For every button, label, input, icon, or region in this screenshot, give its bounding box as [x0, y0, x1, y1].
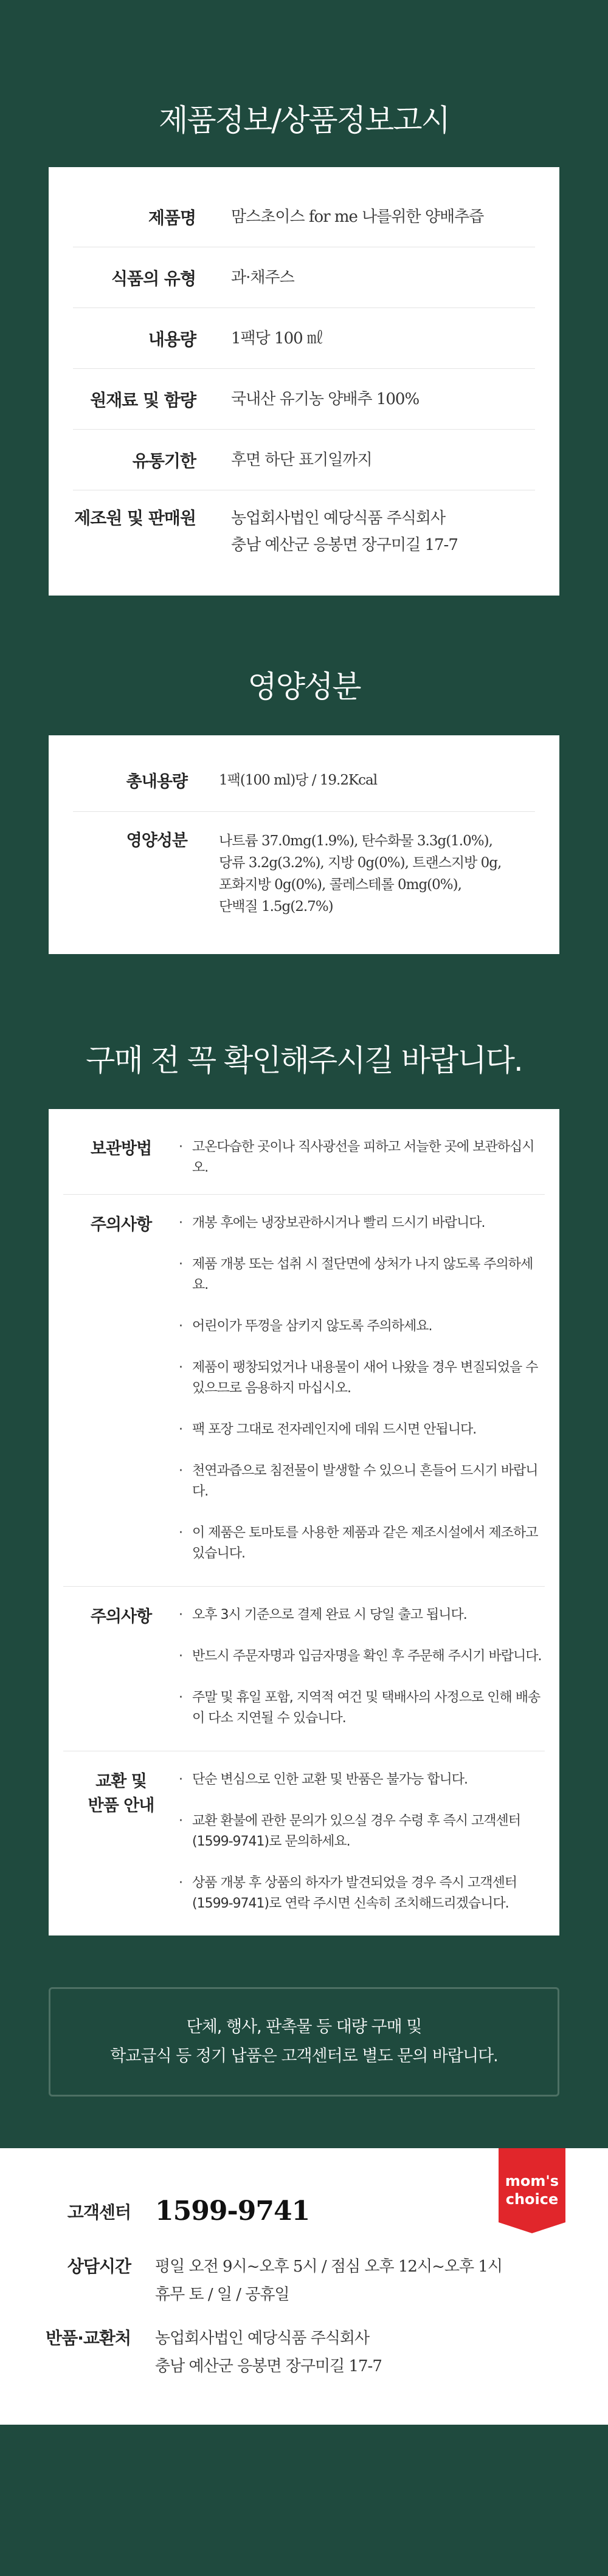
info-row-manufacturer: [73, 490, 535, 575]
bulk-line: 단체, 행사, 판촉물 등 대량 구매 및: [186, 2018, 422, 2036]
manufacturer-address: 충남 예산군 응봉면 장구미길 17-7: [231, 536, 458, 554]
notice-item: · 상품 개봉 후 상품의 하자가 발견되었을 경우 즉시 고객센터(1599-9741)로 연락 주시면 신속히 조치해드리겠습니다.: [179, 1873, 545, 1914]
notice-card: [49, 1109, 559, 1935]
notice-item: · 단순 변심으로 인한 교환 및 반품은 불가능 합니다.: [179, 1770, 545, 1790]
nutrition-title: 영양성분: [247, 669, 361, 704]
notice-label-storage: 보관방법: [90, 1139, 152, 1158]
notice-caution-1: [63, 1195, 545, 1587]
nutrition-line: 단백질 1.5g(2.7%): [219, 899, 333, 915]
notice-label-caution: 주의사항: [90, 1607, 152, 1626]
notice-item: · 주말 및 휴일 포함, 지역적 여건 및 택배사의 사정으로 인해 배송이 다소 지연될 수 있습니다.: [179, 1688, 545, 1729]
bulk-order-notice: [49, 1987, 559, 2097]
hours-row: [0, 2253, 608, 2309]
info-label: 제조원 및 판매원: [74, 508, 196, 528]
info-label: 원재료 및 함량: [90, 390, 196, 410]
nutrition-card: [49, 735, 559, 954]
info-row-expiry: [73, 430, 535, 490]
notice-item: · 어린이가 뚜껑을 삼키지 않도록 주의하세요.: [179, 1316, 545, 1337]
return-label: 반품·교환처: [46, 2328, 131, 2348]
nutrition-comp-row: [73, 812, 535, 918]
return-line: 충남 예산군 응봉면 장구미길 17-7: [155, 2357, 382, 2375]
notice-item: · 교환 환불에 관한 문의가 있으실 경우 수령 후 즉시 고객센터 (1599-9741)로 문의하세요.: [179, 1811, 545, 1852]
info-label: 식품의 유형: [111, 268, 196, 289]
notice-list: [179, 1605, 545, 1729]
notice-caution-2: [63, 1587, 545, 1751]
nutrition-line: 당류 3.2g(3.2%), 지방 0g(0%), 트랜스지방 0g,: [219, 855, 502, 871]
info-value: [231, 505, 535, 558]
notice-label-exchange: [63, 1770, 179, 1914]
info-row-name: [73, 187, 535, 247]
info-value: 국내산 유기농 양배추 100%: [231, 390, 420, 408]
hours-line: 휴무 토 / 일 / 공휴일: [155, 2286, 289, 2304]
nutrition-comp-label: 영양성분: [126, 831, 187, 850]
info-label: 내용량: [148, 329, 196, 349]
nutrition-line: 나트륨 37.0mg(1.9%), 탄수화물 3.3g(1.0%),: [219, 833, 492, 849]
notice-list: [179, 1213, 545, 1564]
exchange-label-line: 반품 안내: [88, 1796, 154, 1815]
notice-list: [179, 1770, 545, 1914]
notice-label-caution: 주의사항: [90, 1215, 152, 1234]
notice-list: [179, 1137, 545, 1178]
nutrition-total-row: [73, 749, 535, 812]
info-label: 제품명: [148, 207, 196, 228]
exchange-label-line: 교환 및: [95, 1772, 147, 1791]
badge-line: mom's: [505, 2172, 559, 2190]
info-value: 과·채주스: [231, 268, 294, 287]
nutrition-comp-value: [219, 830, 535, 918]
cs-label: 고객센터: [67, 2202, 131, 2222]
notice-exchange: [63, 1751, 545, 1932]
manufacturer-name: 농업회사법인 예당식품 주식회사: [231, 509, 446, 527]
info-value: 맘스초이스 for me 나를위한 양배추즙: [231, 207, 484, 226]
info-value: 후면 하단 표기일까지: [231, 450, 372, 469]
nutrition-line: 포화지방 0g(0%), 콜레스테롤 0mg(0%),: [219, 877, 461, 893]
notice-item: · 제품이 팽창되었거나 내용물이 새어 나왔을 경우 변질되었을 수 있으므로 음용하지 마십시오.: [179, 1358, 545, 1399]
cs-phone[interactable]: 1599-9741: [155, 2196, 310, 2227]
notice-item: · 고온다습한 곳이나 직사광선을 피하고 서늘한 곳에 보관하십시오.: [179, 1137, 545, 1178]
notice-item: · 이 제품은 토마토를 사용한 제품과 같은 제조시설에서 제조하고 있습니다.: [179, 1523, 545, 1564]
notice-item: · 반드시 주문자명과 입금자명을 확인 후 주문해 주시기 바랍니다.: [179, 1646, 545, 1667]
nutrition-total-label: 총내용량: [126, 772, 187, 791]
notice-item: · 천연과즙으로 침전물이 발생할 수 있으니 흔들어 드시기 바랍니다.: [179, 1461, 545, 1502]
nutrition-total-value: 1팩(100 ml)당 / 19.2Kcal: [219, 772, 378, 788]
info-value: 1팩당 100 ㎖: [231, 329, 322, 348]
badge-line: choice: [505, 2191, 559, 2208]
customer-center-footer: [0, 2148, 608, 2425]
return-line: 농업회사법인 예당식품 주식회사: [155, 2329, 370, 2348]
notice-item: · 팩 포장 그대로 전자레인지에 데워 드시면 안됩니다.: [179, 1420, 545, 1440]
info-row-ingredients: [73, 369, 535, 430]
hours-label: 상담시간: [67, 2256, 131, 2276]
notice-item: · 제품 개봉 또는 섭취 시 절단면에 상처가 나지 않도록 주의하세요.: [179, 1254, 545, 1296]
hours-value: [155, 2253, 608, 2309]
info-row-type: [73, 247, 535, 308]
return-row: [0, 2324, 608, 2380]
bulk-line: 학교급식 등 정기 납품은 고객센터로 별도 문의 바랍니다.: [110, 2047, 498, 2066]
notice-title: 구매 전 꼭 확인해주시길 바랍니다.: [86, 1043, 522, 1078]
info-label: 유통기한: [132, 450, 196, 471]
notice-storage: [63, 1121, 545, 1195]
notice-item: · 개봉 후에는 냉장보관하시거나 빨리 드시기 바랍니다.: [179, 1213, 545, 1234]
product-info-title: 제품정보/상품정보고시: [159, 103, 449, 138]
cs-row: [0, 2196, 608, 2227]
product-info-card: [49, 167, 559, 596]
notice-item: · 오후 3시 기준으로 결제 완료 시 당일 출고 됩니다.: [179, 1605, 545, 1626]
hours-line: 평일 오전 9시~오후 5시 / 점심 오후 12시~오후 1시: [155, 2258, 503, 2276]
info-row-volume: [73, 308, 535, 369]
return-value: [155, 2324, 608, 2380]
